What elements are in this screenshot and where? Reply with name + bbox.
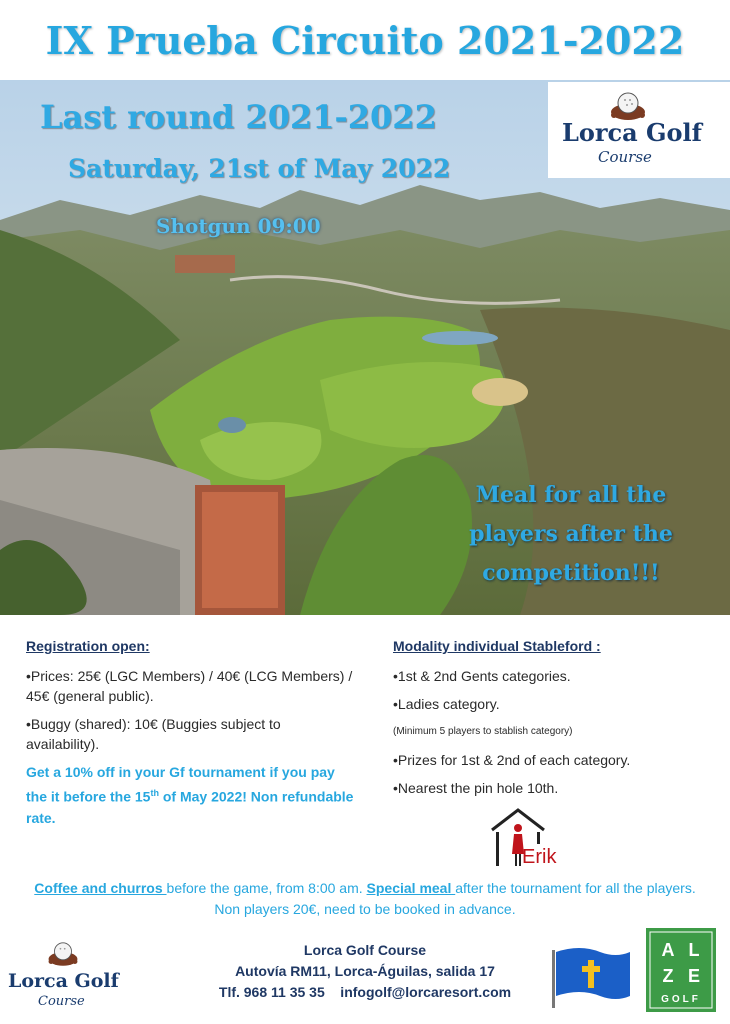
meal-promo-banner [440, 476, 702, 593]
golf-ball-tortoise-icon [608, 88, 648, 122]
logo-subtitle: Course [38, 994, 85, 1009]
logo-name: Lorca Golf [562, 118, 702, 147]
modality-item: •Prizes for 1st & 2nd of each category. [393, 752, 631, 768]
discount-ordinal: th [150, 788, 159, 798]
alze-letter: L [688, 940, 700, 960]
alze-letter: Z [662, 966, 674, 986]
round-title: Last round 2021-2022 [40, 98, 437, 136]
alze-golf-logo [646, 928, 716, 1012]
erik-logo-text: Erik [522, 846, 557, 868]
lorca-golf-logo-bottom [0, 936, 124, 1016]
discount-text: Get a 10% off in your Gf tournament if you pay the it before the 15 [26, 764, 335, 805]
shotgun-time: Shotgun 09:00 [156, 214, 321, 238]
meal-text: after the tournament for all the players. Non players 20€, need to be booked in advance. [214, 880, 696, 917]
asturias-flag-icon [550, 944, 634, 1010]
meal-promo-line: competition!!! [482, 560, 660, 586]
alze-logo-mark [646, 928, 716, 1012]
coffee-churros-link[interactable]: Coffee and churros [34, 880, 167, 896]
logo-name: Lorca Golf [8, 970, 119, 992]
footer-contact: Tlf. 968 11 35 35 infogolf@lorcaresort.com [218, 984, 512, 1000]
modality-section [393, 636, 703, 806]
registration-heading: Registration open: [26, 638, 150, 654]
services-note [20, 878, 710, 920]
special-meal-link[interactable]: Special meal [366, 880, 456, 896]
lorca-golf-logo [548, 82, 730, 178]
event-date: Saturday, 21st of May 2022 [68, 154, 451, 183]
alze-letter: E [687, 966, 701, 986]
discount-text-end: of May 2022! Non refundable rate. [26, 788, 354, 826]
modality-item: •Nearest the pin hole 10th. [393, 780, 559, 796]
footer-name: Lorca Golf Course [303, 942, 427, 958]
coffee-text: before the game, from 8:00 am. [166, 880, 367, 896]
logo-subtitle: Course [598, 148, 652, 166]
contact-footer [200, 940, 530, 1003]
asturias-flag [550, 944, 634, 1010]
prices-item: •Prices: 25€ (LGC Members) / 40€ (LCG Members) / 45€ (general public). [26, 668, 353, 704]
golf-ball-tortoise-icon [46, 938, 80, 968]
footer-address: Autovía RM11, Lorca-Águilas, salida 17 [235, 963, 495, 979]
meal-promo-line: players after the [469, 521, 673, 547]
modality-heading: Modality individual Stableford : [393, 638, 601, 654]
alze-word: GOLF [661, 994, 701, 1005]
modality-item: •Ladies category. [393, 696, 500, 712]
early-payment-discount [26, 762, 356, 829]
meal-promo-line: Meal for all the [475, 482, 667, 508]
erik-logo [488, 806, 558, 872]
modality-item: •1st & 2nd Gents categories. [393, 668, 571, 684]
registration-section [26, 636, 356, 829]
minimum-players-note: (Minimum 5 players to stablish category) [393, 726, 573, 737]
main-title: IX Prueba Circuito 2021-2022 [45, 18, 685, 63]
buggy-item: •Buggy (shared): 10€ (Buggies subject to availability). [26, 716, 281, 752]
alze-letter: A [661, 940, 675, 960]
